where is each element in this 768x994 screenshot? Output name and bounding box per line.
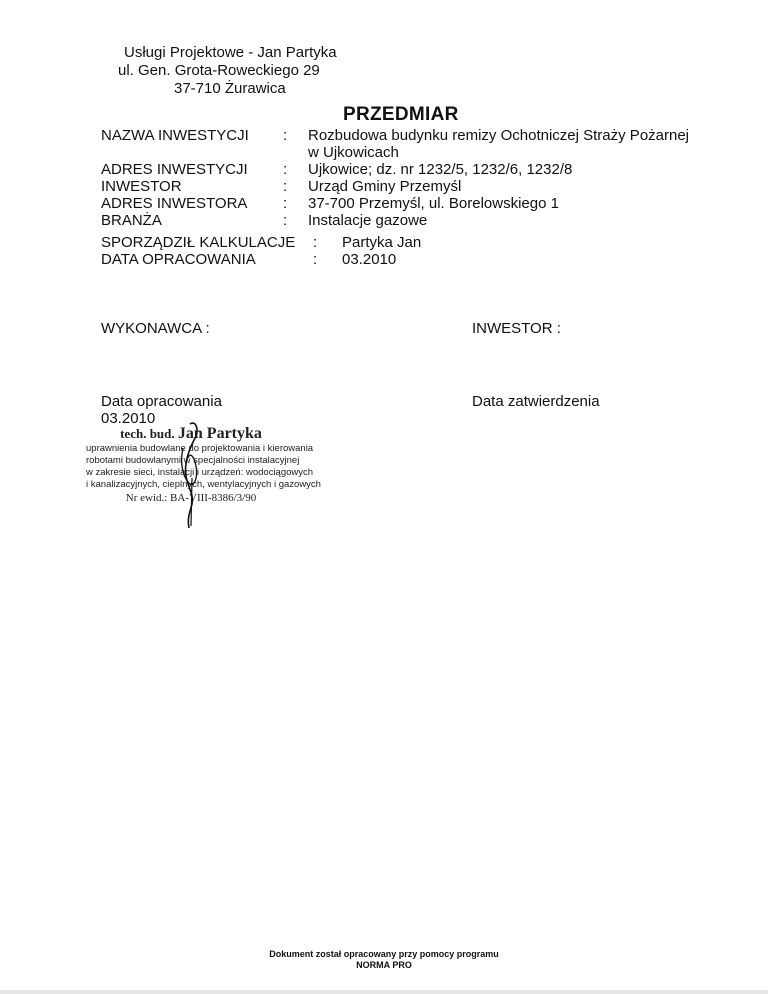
stamp-line: i kanalizacyjnych, cieplnych, wentylacyjnych i gazowych [86, 479, 321, 490]
field-value: Urząd Gminy Przemyśl [308, 178, 462, 195]
field-colon: : [283, 161, 288, 178]
field-value: Rozbudowa budynku remizy Ochotniczej Straży Pożarnej [308, 127, 690, 144]
contractor-label: WYKONAWCA : [101, 320, 210, 337]
stamp-title-name: Jan Partyka [177, 425, 262, 442]
footer-program-name: NORMA PRO [356, 960, 412, 970]
field-colon: : [283, 127, 288, 144]
field-colon: : [283, 212, 288, 229]
field-value: 37-700 Przemyśl, ul. Borelowskiego 1 [308, 195, 559, 212]
page-bottom-edge [0, 990, 768, 994]
calc-colon: : [313, 234, 318, 251]
stamp-registration-number: Nr ewid.: BA-VIII-8386/3/90 [125, 492, 257, 504]
document-footer [0, 949, 768, 971]
document-title: PRZEDMIAR [343, 104, 459, 125]
field-label: NAZWA INWESTYCJI [101, 127, 249, 144]
investor-label: INWESTOR : [472, 320, 561, 337]
calc-value: 03.2010 [342, 251, 397, 268]
company-city: 37-710 Żurawica [174, 80, 286, 97]
calc-value: Partyka Jan [342, 234, 422, 251]
field-colon: : [283, 178, 288, 195]
calc-label: DATA OPRACOWANIA [101, 251, 256, 268]
field-label: INWESTOR [101, 178, 182, 195]
company-name: Usługi Projektowe - Jan Partyka [124, 44, 337, 61]
field-label: ADRES INWESTORA [101, 195, 248, 212]
calc-label: SPORZĄDZIŁ KALKULACJE [101, 234, 296, 251]
handwritten-signature [170, 418, 210, 530]
company-street: ul. Gen. Grota-Roweckiego 29 [118, 62, 320, 79]
field-value: Instalacje gazowe [308, 212, 428, 229]
stamp-title-prefix: tech. bud. [120, 426, 175, 441]
stamp-line: w zakresie sieci, instalacji i urządzeń: wodociągowych [86, 467, 314, 478]
stamp-line: uprawnienia budowlane do projektowania i kierowania [86, 443, 314, 454]
preparation-date-value: 03.2010 [101, 410, 156, 427]
stamp-line: robotami budowlanymi w specjalności instalacyjnej [86, 455, 300, 466]
company-header [114, 44, 374, 98]
footer-line: Dokument został opracowany przy pomocy programu [269, 949, 499, 959]
field-label: ADRES INWESTYCJI [101, 161, 248, 178]
approval-date-label: Data zatwierdzenia [472, 393, 600, 410]
field-label: BRANŻA [101, 212, 162, 229]
field-value: Ujkowice; dz. nr 1232/5, 1232/6, 1232/8 [308, 161, 573, 178]
preparation-date-label: Data opracowania [101, 393, 222, 410]
field-colon: : [283, 195, 288, 212]
calc-colon: : [313, 251, 318, 268]
field-value: w Ujkowicach [308, 144, 399, 161]
